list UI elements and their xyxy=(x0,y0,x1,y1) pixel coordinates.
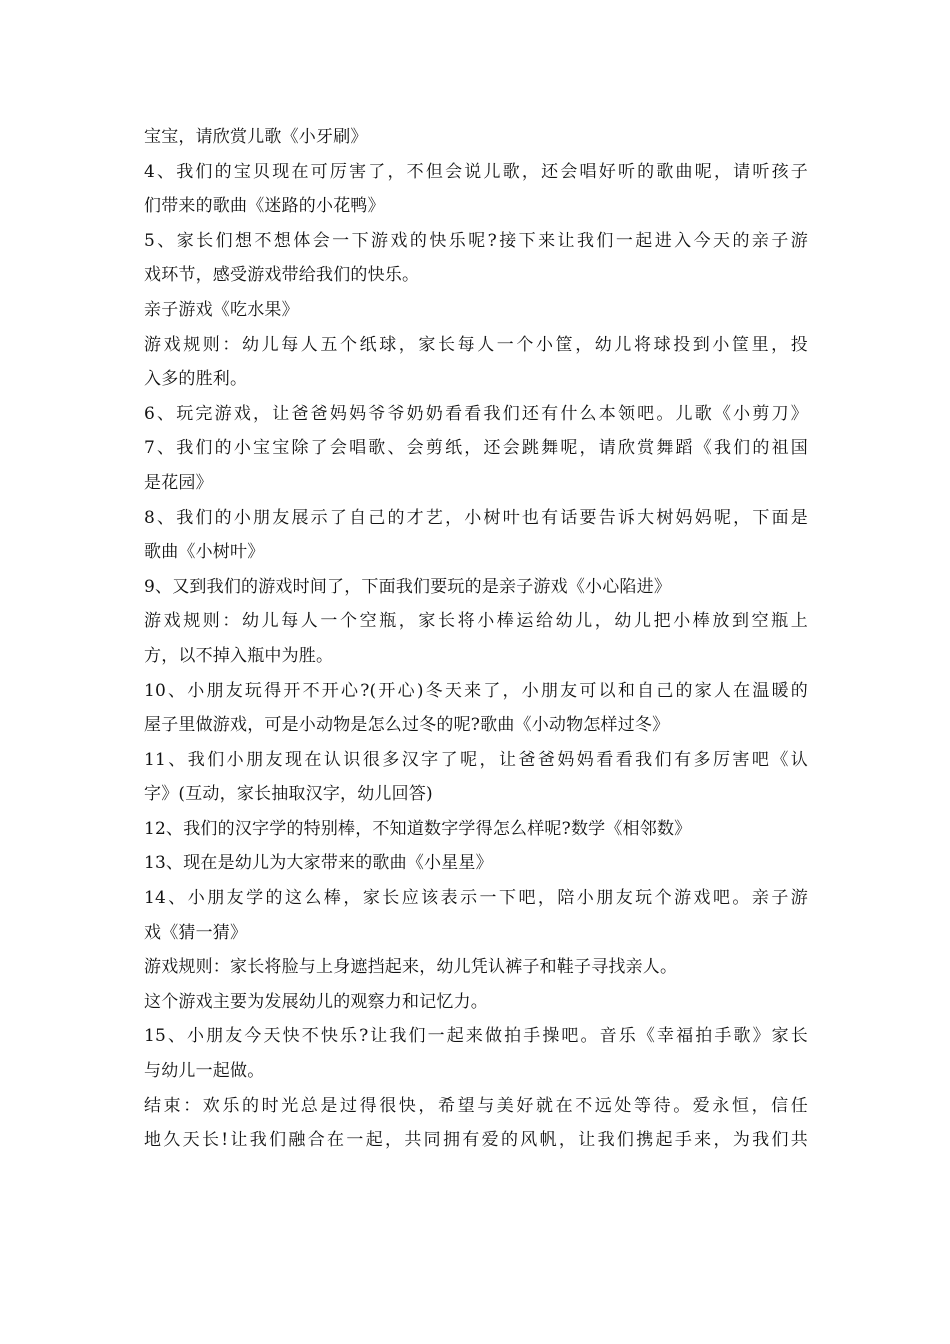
text-line: 是花园》 xyxy=(144,472,213,493)
text-line: 方，以不掉入瓶中为胜。 xyxy=(144,645,334,666)
text-line: 12、我们的汉字学的特别棒，不知道数字学得怎么样呢?数学《相邻数》 xyxy=(144,818,692,839)
text-line: 屋子里做游戏，可是小动物是怎么过冬的呢?歌曲《小动物怎样过冬》 xyxy=(144,715,670,736)
text-line: 11、我们小朋友现在认识很多汉字了呢，让爸爸妈妈看看我们有多厉害吧《认 xyxy=(144,749,808,770)
text-line: 游戏规则：家长将脸与上身遮挡起来，幼儿凭认裤子和鞋子寻找亲人。 xyxy=(144,957,678,978)
text-line: 歌曲《小树叶》 xyxy=(144,542,265,563)
text-line: 13、现在是幼儿为大家带来的歌曲《小星星》 xyxy=(144,853,493,874)
text-line: 戏《猜一猜》 xyxy=(144,922,248,943)
text-line: 结束：欢乐的时光总是过得很快，希望与美好就在不远处等待。爱永恒，信任 xyxy=(144,1095,808,1116)
text-line: 5、家长们想不想体会一下游戏的快乐呢?接下来让我们一起进入今天的亲子游 xyxy=(144,230,808,251)
text-line: 14、小朋友学的这么棒，家长应该表示一下吧，陪小朋友玩个游戏吧。亲子游 xyxy=(144,888,808,909)
text-line: 游戏规则：幼儿每人五个纸球，家长每人一个小筐，幼儿将球投到小筐里，投 xyxy=(144,334,808,355)
text-line: 7、我们的小宝宝除了会唱歌、会剪纸，还会跳舞呢，请欣赏舞蹈《我们的祖国 xyxy=(144,438,808,459)
text-line: 10、小朋友玩得开不开心?(开心)冬天来了，小朋友可以和自己的家人在温暖的 xyxy=(144,680,808,701)
text-line: 游戏规则：幼儿每人一个空瓶，家长将小棒运给幼儿，幼儿把小棒放到空瓶上 xyxy=(144,611,808,632)
text-line: 们带来的歌曲《迷路的小花鸭》 xyxy=(144,196,385,217)
text-line: 与幼儿一起做。 xyxy=(144,1061,265,1082)
text-line: 戏环节，感受游戏带给我们的快乐。 xyxy=(144,265,420,286)
text-line: 字》(互动，家长抽取汉字，幼儿回答) xyxy=(144,784,433,805)
text-line: 地久天长!让我们融合在一起，共同拥有爱的风帆，让我们携起手来，为我们共 xyxy=(144,1130,808,1151)
text-line: 入多的胜利。 xyxy=(144,369,248,390)
text-line: 亲子游戏《吃水果》 xyxy=(144,299,299,320)
text-line: 15、小朋友今天快不快乐?让我们一起来做拍手操吧。音乐《幸福拍手歌》家长 xyxy=(144,1026,808,1047)
text-line: 4、我们的宝贝现在可厉害了，不但会说儿歌，还会唱好听的歌曲呢，请听孩子 xyxy=(144,161,808,182)
text-line: 9、又到我们的游戏时间了，下面我们要玩的是亲子游戏《小心陷进》 xyxy=(144,576,672,597)
document-body xyxy=(144,120,808,1158)
text-line: 6、玩完游戏，让爸爸妈妈爷爷奶奶看看我们还有什么本领吧。儿歌《小剪刀》 xyxy=(144,403,808,424)
text-line: 8、我们的小朋友展示了自己的才艺，小树叶也有话要告诉大树妈妈呢，下面是 xyxy=(144,507,808,528)
text-line: 这个游戏主要为发展幼儿的观察力和记忆力。 xyxy=(144,991,488,1012)
text-line: 宝宝，请欣赏儿歌《小牙刷》 xyxy=(144,127,368,147)
